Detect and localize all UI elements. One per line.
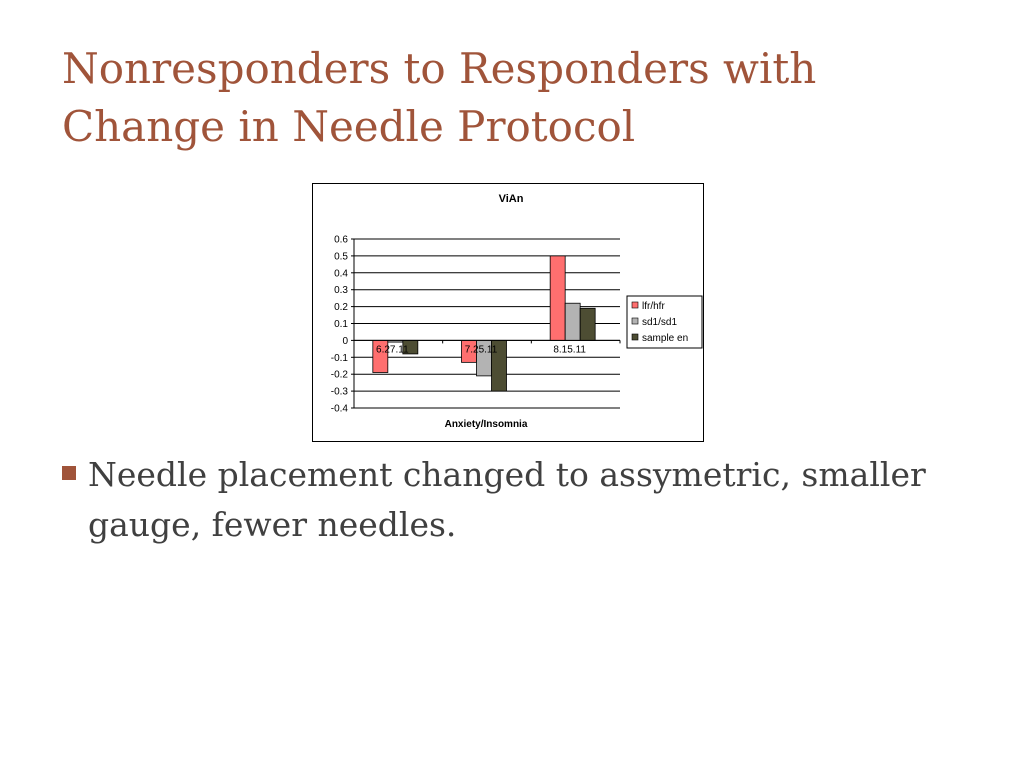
y-tick-label: 0.5 [334, 251, 348, 263]
bullet-item: Needle placement changed to assymetric, smaller gauge, fewer needles. [88, 455, 926, 544]
x-tick-label: 7.25.11 [464, 344, 498, 356]
y-tick-label: 0.3 [334, 285, 348, 297]
y-tick-label: 0 [342, 335, 348, 347]
x-tick-label: 8.15.11 [553, 344, 586, 356]
chart-legend [627, 296, 702, 348]
bar [580, 308, 595, 340]
bullet-square-icon [62, 466, 76, 480]
bar [565, 303, 580, 340]
legend-label: sample en [642, 333, 689, 344]
legend-swatch [632, 334, 638, 340]
legend-label: sd1/sd1 [642, 317, 678, 328]
chart-labels [331, 235, 587, 415]
y-tick-label: 0.2 [334, 302, 348, 314]
legend-swatch [632, 318, 638, 324]
y-tick-label: 0.4 [334, 268, 348, 280]
x-tick-label: 6.27.11 [376, 344, 409, 356]
bar-chart [313, 184, 703, 441]
slide-title [62, 40, 962, 156]
legend-swatch [632, 302, 638, 308]
legend-label: lfr/hfr [642, 301, 665, 312]
y-tick-label: -0.2 [330, 369, 348, 381]
x-axis-label: Anxiety/Insomnia [444, 419, 528, 430]
y-tick-label: -0.1 [330, 352, 348, 364]
y-tick-label: -0.3 [330, 386, 348, 398]
y-tick-label: 0.6 [334, 234, 348, 246]
slide-title-line-1: Nonresponders to Responders with [62, 44, 817, 93]
chart-title: ViAn [498, 193, 524, 205]
y-tick-label: -0.4 [330, 403, 348, 415]
bar [550, 256, 565, 341]
y-tick-label: 0.1 [334, 319, 348, 330]
slide-title-line-2: Change in Needle Protocol [62, 102, 636, 151]
chart-container [312, 183, 704, 442]
bullet-list [62, 450, 942, 550]
